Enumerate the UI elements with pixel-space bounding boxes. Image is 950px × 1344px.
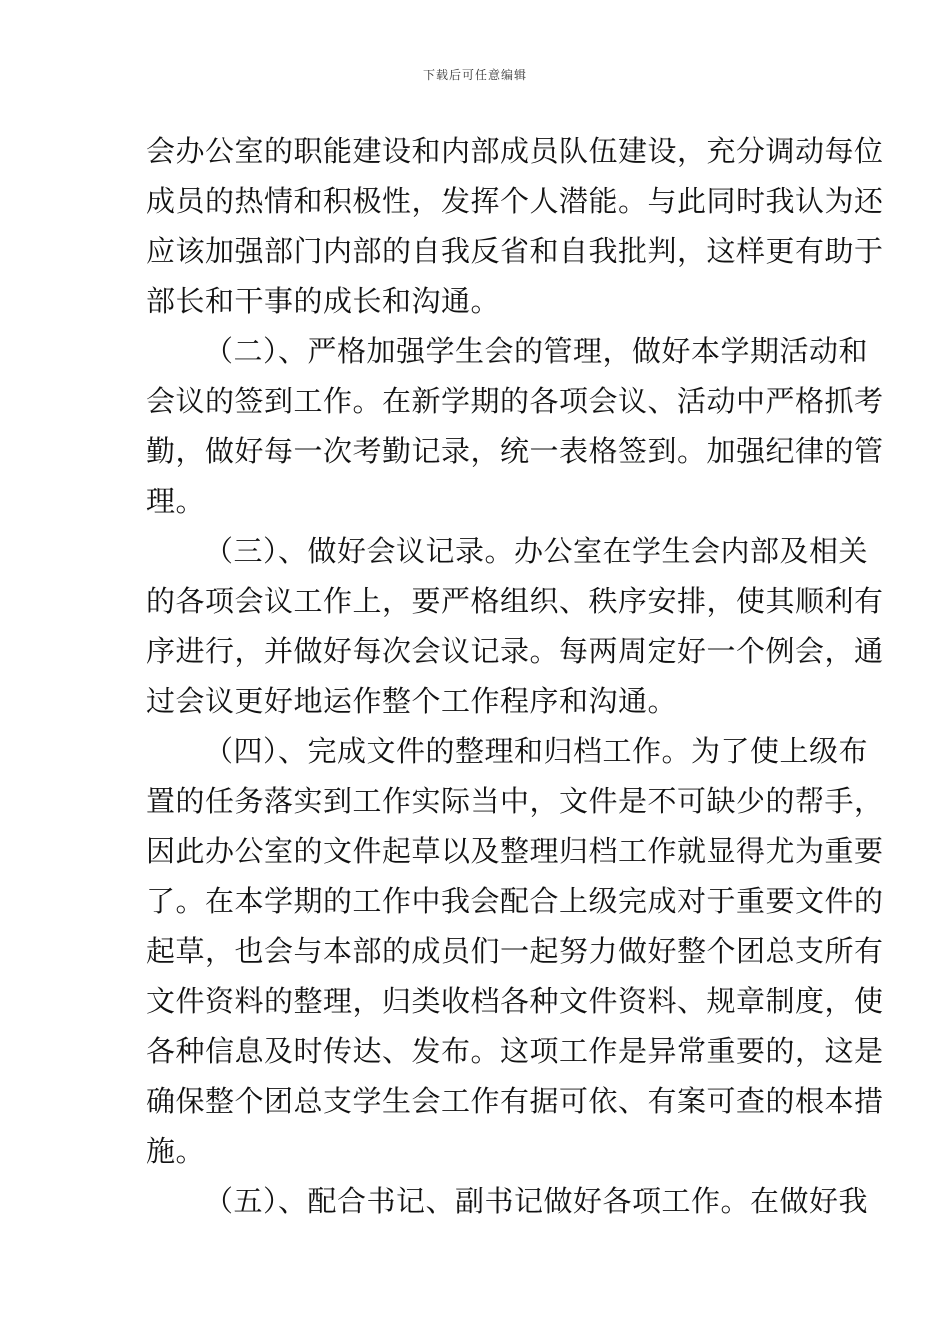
text-line: 的各项会议工作上，要严格组织、秩序安排，使其顺利有 — [146, 584, 884, 618]
text-line: 勤，做好每一次考勤记录，统一表格签到。加强纪律的管 — [146, 434, 884, 468]
text-line: 施。 — [146, 1134, 206, 1168]
text-line: 过会议更好地运作整个工作程序和沟通。 — [146, 684, 678, 718]
body-text — [146, 126, 884, 1226]
text-line: 文件资料的整理，归类收档各种文件资料、规章制度，使 — [146, 984, 884, 1018]
text-line: 成员的热情和积极性，发挥个人潜能。与此同时我认为还 — [146, 184, 884, 218]
text-line: 因此办公室的文件起草以及整理归档工作就显得尤为重要 — [146, 834, 884, 868]
text-line: 置的任务落实到工作实际当中，文件是不可缺少的帮手， — [146, 784, 884, 818]
header-note: 下载后可任意编辑 — [422, 68, 527, 82]
paragraph-3-first-line: （三）、做好会议记录。办公室在学生会内部及相关 — [204, 534, 869, 568]
text-line: 部长和干事的成长和沟通。 — [146, 284, 501, 318]
text-line: 各种信息及时传达、发布。这项工作是异常重要的，这是 — [146, 1034, 884, 1068]
text-line: 了。在本学期的工作中我会配合上级完成对于重要文件的 — [146, 884, 884, 918]
text-line: 确保整个团总支学生会工作有据可依、有案可查的根本措 — [146, 1084, 884, 1118]
text-line: 起草，也会与本部的成员们一起努力做好整个团总支所有 — [146, 934, 884, 968]
paragraph-2-first-line: （二）、严格加强学生会的管理，做好本学期活动和 — [204, 334, 869, 368]
text-line: 序进行，并做好每次会议记录。每两周定好一个例会，通 — [146, 634, 884, 668]
text-line: 会办公室的职能建设和内部成员队伍建设，充分调动每位 — [146, 134, 884, 168]
text-line: 理。 — [146, 484, 206, 518]
paragraph-5-first-line: （五）、配合书记、副书记做好各项工作。在做好我 — [204, 1184, 869, 1218]
text-line: 应该加强部门内部的自我反省和自我批判，这样更有助于 — [146, 234, 884, 268]
paragraph-4-first-line: （四）、完成文件的整理和归档工作。为了使上级布 — [204, 734, 869, 768]
text-line: 会议的签到工作。在新学期的各项会议、活动中严格抓考 — [146, 384, 884, 418]
